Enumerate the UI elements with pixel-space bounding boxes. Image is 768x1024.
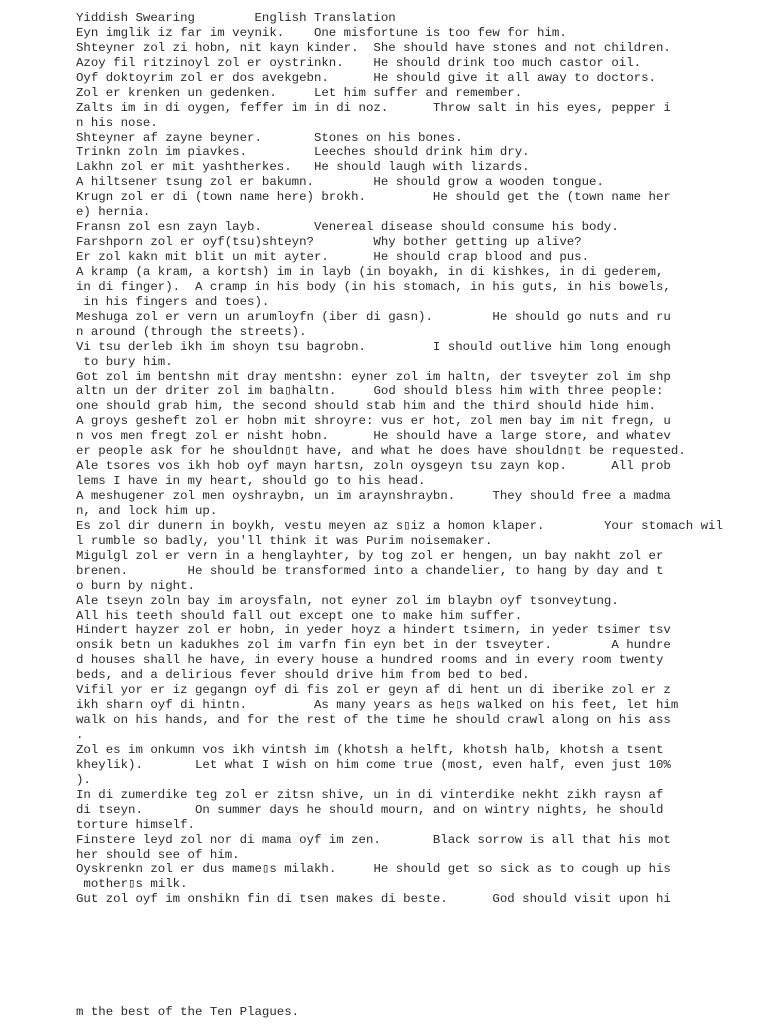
text-line: onsik betn un kadukhes zol im varfn fin eyn bet in der tsveyter. A hundre <box>76 638 671 653</box>
text-line: n around (through the streets). <box>76 324 307 339</box>
text-line: Krugn zol er di (town name here) brokh. He should get the (town name her <box>76 190 671 205</box>
text-line: in di finger). A cramp in his body (in his stomach, in his guts, in his bowels, <box>76 279 671 294</box>
text-line: A hiltsener tsung zol er bakumn. He should grow a wooden tongue. <box>76 175 604 190</box>
text-line: er people ask for he shouldn▯t have, and what he does have shouldn▯t be requested. <box>76 444 686 459</box>
text-line: lems I have in my heart, should go to his head. <box>76 474 426 489</box>
text-line: kheylik). Let what I wish on him come true (most, even half, even just 10% <box>76 757 671 772</box>
text-line: walk on his hands, and for the rest of the time he should crawl along on his ass <box>76 713 671 728</box>
text-line: e) hernia. <box>76 205 151 220</box>
text-line: A groys gesheft zol er hobn mit shroyre: vus er hot, zol men bay im nit fregn, u <box>76 414 671 429</box>
text-line: Fransn zol esn zayn layb. Venereal disease should consume his body. <box>76 220 619 235</box>
text-line: o burn by night. <box>76 578 195 593</box>
text-line: Er zol kakn mit blit un mit ayter. He should crap blood and pus. <box>76 250 590 264</box>
text-line: ikh sharn oyf di hintn. As many years as he▯s walked on his feet, let him <box>76 698 679 713</box>
text-line: Got zol im bentshn mit dray mentshn: eyner zol im haltn, der tsveyter zol im shp <box>76 369 671 384</box>
text-line: Migulgl zol er vern in a henglayhter, by tog zol er hengen, un bay nakht zol er <box>76 548 664 563</box>
text-line: n, and lock him up. <box>76 503 218 518</box>
text-line: Eyn imglik iz far im veynik. One misfortune is too few for him. <box>76 25 567 40</box>
text-line: Zalts im in di oygen, feffer im in di noz. Throw salt in his eyes, pepper i <box>76 100 671 115</box>
text-line: In di zumerdike teg zol er zitsn shive, un in di vinterdike nekht zikh raysn af <box>76 787 664 802</box>
text-line: Hindert hayzer zol er hobn, in yeder hoyz a hindert tsimern, in yeder tsimer tsv <box>76 623 671 638</box>
text-line: ). <box>76 772 91 787</box>
text-line: n his nose. <box>76 115 158 130</box>
text-line: Lakhn zol er mit yashtherkes. He should laugh with lizards. <box>76 160 530 175</box>
document-text <box>76 11 756 907</box>
text-line: n vos men fregt zol er nisht hobn. He should have a large store, and whatev <box>76 429 671 444</box>
text-line: her should see of him. <box>76 847 240 862</box>
text-line: Gut zol oyf im onshikn fin di tsen makes di beste. God should visit upon hi <box>76 892 671 907</box>
text-line: brenen. He should be transformed into a chandelier, to hang by day and t <box>76 563 664 578</box>
text-line: A meshugener zol men oyshraybn, un im araynshraybn. They should free a madma <box>76 489 671 503</box>
text-line: A kramp (a kram, a kortsh) im in layb (in boyakh, in di kishkes, in di gederem, <box>76 264 664 279</box>
text-line: l rumble so badly, you'll think it was Purim noisemaker. <box>76 533 493 548</box>
text-line: Trinkn zoln im piavkes. Leeches should drink him dry. <box>76 145 530 160</box>
text-line: to bury him. <box>76 354 173 369</box>
text-line: Oyskrenkn zol er dus mame▯s milakh. He should get so sick as to cough up his <box>76 862 671 877</box>
text-line: Shteyner zol zi hobn, nit kayn kinder. She should have stones and not children. <box>76 40 671 55</box>
text-line: torture himself. <box>76 817 195 832</box>
text-line: in his fingers and toes). <box>76 294 270 309</box>
text-line: altn un der driter zol im ba▯haltn. God should bless him with three people: <box>76 384 664 399</box>
page-footer-continuation: m the best of the Ten Plagues. <box>76 1005 300 1019</box>
text-line: beds, and a delirious fever should drive him from bed to bed. <box>76 668 530 683</box>
text-line: Oyf doktoyrim zol er dos avekgebn. He should give it all away to doctors. <box>76 70 656 85</box>
text-line: mother▯s milk. <box>76 877 188 892</box>
text-line: Ale tsores vos ikh hob oyf mayn hartsn, zoln oysgeyn tsu zayn kop. All prob <box>76 459 671 474</box>
text-line: d houses shall he have, in every house a hundred rooms and in every room twenty <box>76 653 664 668</box>
text-line: Finstere leyd zol nor di mama oyf im zen. Black sorrow is all that his mot <box>76 832 671 847</box>
text-line: . <box>76 728 84 742</box>
text-line: Vi tsu derleb ikh im shoyn tsu bagrobn. I should outlive him long enough <box>76 339 671 354</box>
text-line: Yiddish Swearing English Translation <box>76 11 396 25</box>
text-line: di tseyn. On summer days he should mourn, and on wintry nights, he should <box>76 802 664 817</box>
text-line: Zol es im onkumn vos ikh vintsh im (khotsh a helft, khotsh halb, khotsh a tsent <box>76 742 664 757</box>
text-line: Es zol dir dunern in boykh, vestu meyen az s▯iz a homon klaper. Your stomach wil <box>76 518 723 533</box>
text-line: Vifil yor er iz gegangn oyf di fis zol er geyn af di hent un di iberike zol er z <box>76 683 671 698</box>
text-line: Azoy fil ritzinoyl zol er oystrinkn. He should drink too much castor oil. <box>76 55 642 70</box>
text-line: one should grab him, the second should stab him and the third should hide him. <box>76 399 656 414</box>
text-line: All his teeth should fall out except one to make him suffer. <box>76 608 523 623</box>
text-line: Shteyner af zayne beyner. Stones on his bones. <box>76 130 463 145</box>
text-line: Ale tseyn zoln bay im aroysfaln, not eyner zol im blaybn oyf tsonveytung. <box>76 593 619 608</box>
text-line: Farshporn zol er oyf(tsu)shteyn? Why bother getting up alive? <box>76 235 582 250</box>
text-line: Meshuga zol er vern un arumloyfn (iber di gasn). He should go nuts and ru <box>76 309 671 324</box>
text-line: Zol er krenken un gedenken. Let him suffer and remember. <box>76 85 523 100</box>
